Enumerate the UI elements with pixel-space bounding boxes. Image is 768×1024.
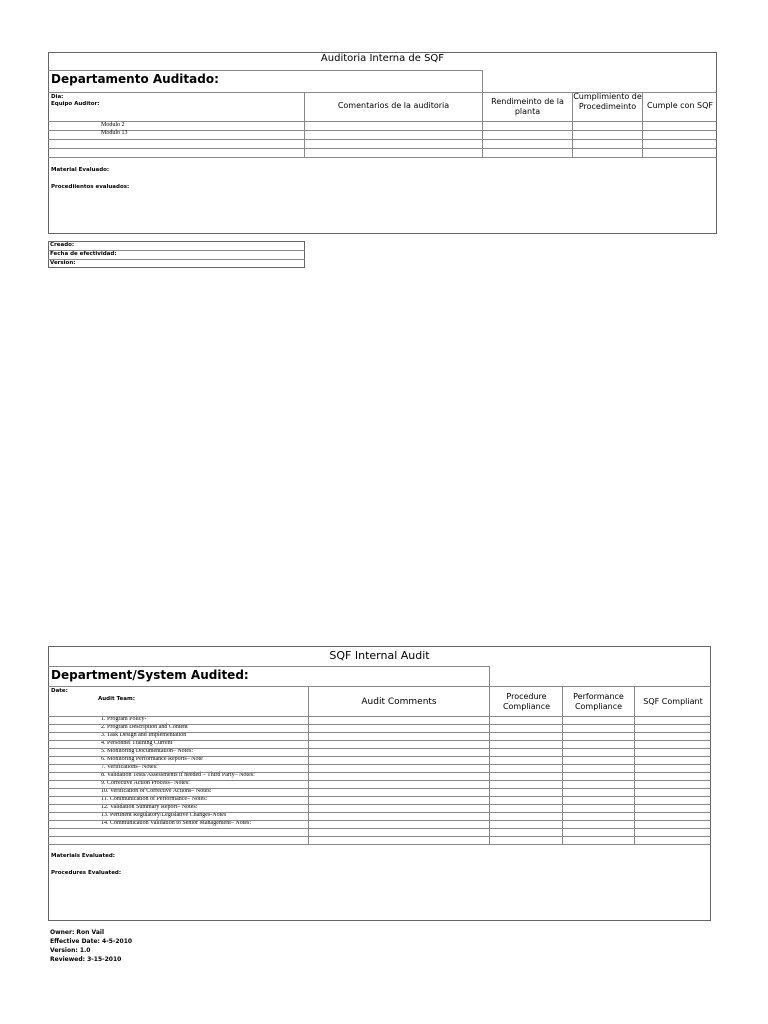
divider — [48, 836, 711, 837]
divider — [48, 724, 711, 725]
divider — [482, 70, 483, 92]
spanish-col-procedure: Cumplimiento de Procedimeinto — [573, 92, 642, 111]
divider — [48, 820, 711, 821]
list-item: 12. Validation Summary Report– Notes: — [101, 804, 198, 810]
divider — [48, 148, 717, 149]
spanish-department-label: Departamento Auditado: — [51, 72, 219, 86]
spanish-col-performance: Rendimeinto de la planta — [491, 97, 564, 116]
divider — [48, 804, 711, 805]
divider — [48, 796, 711, 797]
list-item: 10. Verification of Corrective Actions– Notes: — [101, 788, 212, 794]
list-item: 9. Corrective Action Process– Notes: — [101, 780, 190, 786]
divider — [489, 666, 490, 687]
english-meta-reviewed: Reviewed: 3-15-2010 — [50, 956, 122, 963]
divider — [48, 716, 711, 717]
divider — [48, 764, 711, 765]
spanish-form-title: Auditoria Interna de SQF — [320, 53, 445, 64]
divider — [48, 121, 717, 122]
list-item: 8. Validation Tests/Assessments if needed – Third Party– Notes: — [101, 772, 255, 778]
divider — [48, 788, 711, 789]
divider — [48, 686, 711, 687]
divider — [48, 828, 711, 829]
divider — [48, 70, 483, 71]
divider — [48, 812, 711, 813]
english-team-label: Audit Team: — [98, 696, 135, 702]
english-col-comments: Audit Comments — [361, 697, 437, 707]
english-col-performance: Performance Compliance — [573, 692, 624, 711]
list-item: 5. Monitoring Documentation– Notes: — [101, 748, 193, 754]
divider — [48, 748, 711, 749]
divider — [48, 666, 490, 667]
divider — [48, 130, 717, 131]
spanish-date-label: Dia: — [51, 94, 64, 100]
divider — [48, 844, 711, 845]
spanish-material-label: Material Evaluado: — [51, 167, 110, 173]
spanish-col-comments: Comentarios de la auditoria — [337, 101, 450, 110]
spanish-row-label: Modulo 13 — [101, 130, 128, 136]
list-item: 14. Communication Validation to Senior Management– Notes: — [101, 820, 252, 826]
list-item: 2. Program Description and Content — [101, 724, 188, 730]
english-meta-version: Version: 1.0 — [50, 947, 91, 954]
divider — [48, 259, 305, 260]
divider — [48, 139, 717, 140]
english-materials-label: Materials Evaluated: — [51, 853, 115, 859]
list-item: 11. Communication of Performance– Notes: — [101, 796, 208, 802]
english-meta-effective: Effective Date: 4-5-2010 — [50, 938, 133, 945]
english-meta-owner: Owner: Ron Vail — [50, 929, 105, 936]
list-item: 13. Pertinent Regulatory/Legislative Changes-Notes — [101, 812, 227, 818]
english-department-label: Department/System Audited: — [51, 668, 249, 682]
spanish-row-label: Modulo 2 — [101, 122, 125, 128]
list-item: 4. Personnel Training Current — [101, 740, 173, 746]
english-form-title: SQF Internal Audit — [329, 649, 430, 662]
list-item: 3. Task Design and Implementation — [101, 732, 187, 738]
english-col-compliant: SQF Compliant — [643, 697, 703, 706]
list-item: 1. Program Policy- — [101, 716, 147, 722]
divider — [48, 756, 711, 757]
english-procedures-label: Procedures Evaluated: — [51, 870, 122, 876]
divider — [48, 157, 717, 158]
spanish-meta-effective: Fecha de efectividad: — [50, 251, 117, 257]
spanish-meta-created: Creado: — [50, 242, 75, 248]
english-date-label: Date: — [51, 688, 68, 694]
divider — [48, 732, 711, 733]
english-col-procedure: Procedure Compliance — [502, 692, 551, 711]
divider — [48, 780, 711, 781]
spanish-meta-version: Version: — [50, 260, 76, 266]
spanish-team-label: Equipo Auditor: — [51, 101, 100, 107]
divider — [48, 772, 711, 773]
spanish-procedures-label: Procediientos evaluados: — [51, 184, 130, 190]
spanish-col-compliant: Cumple con SQF — [646, 101, 714, 110]
divider — [48, 740, 711, 741]
list-item: 7. Verifications– Notes: — [101, 764, 158, 770]
list-item: 6. Monitoring Performance Reports– Note — [101, 756, 203, 762]
